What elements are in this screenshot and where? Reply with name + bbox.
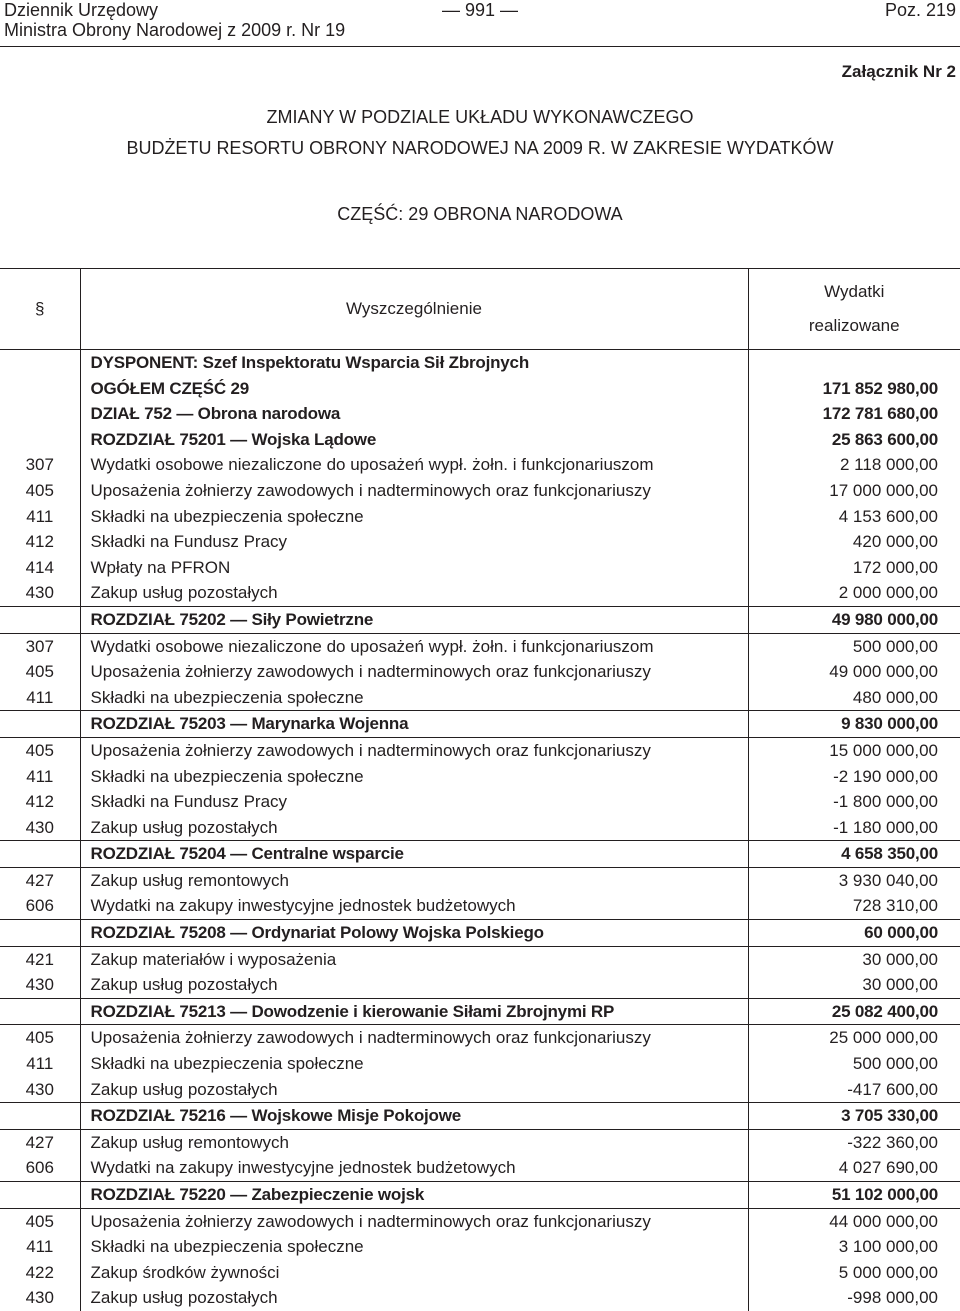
row-paragraph: 427: [0, 1129, 80, 1155]
row-amount: 30 000,00: [748, 972, 960, 998]
row-amount: 5 000 000,00: [748, 1260, 960, 1286]
table-section-row: [0, 606, 960, 633]
table-row: [0, 580, 960, 606]
table-section-row: [0, 920, 960, 947]
table-row: [0, 946, 960, 972]
page-header: [0, 0, 960, 46]
row-description: Wydatki osobowe niezaliczone do uposażeń wypł. żołn. i funkcjonariuszom: [80, 452, 748, 478]
row-description: Składki na Fundusz Pracy: [80, 789, 748, 815]
table-row: [0, 1234, 960, 1260]
row-paragraph: 430: [0, 972, 80, 998]
annex-label: Załącznik Nr 2: [842, 62, 956, 82]
row-description: ROZDZIAŁ 75220 — Zabezpieczenie wojsk: [80, 1182, 748, 1209]
row-paragraph: [0, 711, 80, 738]
row-amount: 30 000,00: [748, 946, 960, 972]
row-paragraph: 411: [0, 764, 80, 790]
row-description: ROZDZIAŁ 75208 — Ordynariat Polowy Wojska Polskiego: [80, 920, 748, 947]
row-description: Zakup usług pozostałych: [80, 1077, 748, 1103]
row-amount: -998 000,00: [748, 1285, 960, 1311]
table-row: [0, 555, 960, 581]
table-row: [0, 1208, 960, 1234]
row-amount: 60 000,00: [748, 920, 960, 947]
row-description: Zakup środków żywności: [80, 1260, 748, 1286]
row-paragraph: 405: [0, 737, 80, 763]
row-amount: 420 000,00: [748, 529, 960, 555]
expenses-header-line2: realizowane: [749, 309, 960, 343]
row-amount: [748, 350, 960, 376]
row-description: Składki na ubezpieczenia społeczne: [80, 504, 748, 530]
row-description: Zakup usług remontowych: [80, 1129, 748, 1155]
row-description: Składki na ubezpieczenia społeczne: [80, 764, 748, 790]
row-amount: -417 600,00: [748, 1077, 960, 1103]
row-paragraph: 411: [0, 1051, 80, 1077]
row-description: Wydatki na zakupy inwestycyjne jednostek budżetowych: [80, 1155, 748, 1181]
row-description: Uposażenia żołnierzy zawodowych i nadterminowych oraz funkcjonariuszy: [80, 1025, 748, 1051]
table-section-row: [0, 998, 960, 1025]
row-description: Zakup usług pozostałych: [80, 972, 748, 998]
row-amount: 25 863 600,00: [748, 427, 960, 453]
table-row: [0, 1260, 960, 1286]
row-amount: 25 000 000,00: [748, 1025, 960, 1051]
row-amount: 2 118 000,00: [748, 452, 960, 478]
row-paragraph: [0, 376, 80, 402]
table-row: [0, 815, 960, 841]
row-description: Wydatki na zakupy inwestycyjne jednostek budżetowych: [80, 893, 748, 919]
row-amount: 4 153 600,00: [748, 504, 960, 530]
row-amount: 172 000,00: [748, 555, 960, 581]
row-paragraph: 405: [0, 478, 80, 504]
row-amount: 728 310,00: [748, 893, 960, 919]
row-description: Uposażenia żołnierzy zawodowych i nadterminowych oraz funkcjonariuszy: [80, 737, 748, 763]
table-row: [0, 893, 960, 919]
table-section-row: [0, 841, 960, 868]
row-amount: 500 000,00: [748, 1051, 960, 1077]
row-paragraph: 405: [0, 659, 80, 685]
header-rule: [0, 46, 960, 47]
ministry-line: Ministra Obrony Narodowej z 2009 r. Nr 19: [4, 20, 345, 41]
row-description: Składki na ubezpieczenia społeczne: [80, 1051, 748, 1077]
row-description: Uposażenia żołnierzy zawodowych i nadterminowych oraz funkcjonariuszy: [80, 659, 748, 685]
row-description: ROZDZIAŁ 75203 — Marynarka Wojenna: [80, 711, 748, 738]
row-description: DYSPONENT: Szef Inspektoratu Wsparcia Sił Zbrojnych: [80, 350, 748, 376]
page-number: — 991 —: [0, 0, 960, 21]
row-amount: -1 800 000,00: [748, 789, 960, 815]
row-amount: 15 000 000,00: [748, 737, 960, 763]
row-description: ROZDZIAŁ 75201 — Wojska Lądowe: [80, 427, 748, 453]
row-description: Uposażenia żołnierzy zawodowych i nadterminowych oraz funkcjonariuszy: [80, 478, 748, 504]
table-row: [0, 659, 960, 685]
row-paragraph: 412: [0, 789, 80, 815]
table-row: [0, 867, 960, 893]
table-header-row: [0, 269, 960, 350]
part-title: CZĘŚĆ: 29 OBRONA NARODOWA: [0, 204, 960, 225]
row-amount: 172 781 680,00: [748, 401, 960, 427]
row-description: ROZDZIAŁ 75216 — Wojskowe Misje Pokojowe: [80, 1103, 748, 1130]
row-amount: 3 705 330,00: [748, 1103, 960, 1130]
expenses-column-header: [748, 269, 960, 350]
table-row: [0, 1077, 960, 1103]
row-paragraph: 422: [0, 1260, 80, 1286]
row-description: OGÓŁEM CZĘŚĆ 29: [80, 376, 748, 402]
title-line-1: ZMIANY W PODZIALE UKŁADU WYKONAWCZEGO: [0, 107, 960, 128]
table-section-row: [0, 350, 960, 376]
row-paragraph: [0, 841, 80, 868]
row-amount: -1 180 000,00: [748, 815, 960, 841]
table-row: [0, 1155, 960, 1181]
row-paragraph: 430: [0, 815, 80, 841]
paragraph-column-header: §: [0, 269, 80, 350]
row-paragraph: 405: [0, 1025, 80, 1051]
table-row: [0, 789, 960, 815]
row-amount: 171 852 980,00: [748, 376, 960, 402]
row-description: Zakup materiałów i wyposażenia: [80, 946, 748, 972]
row-paragraph: [0, 920, 80, 947]
row-paragraph: 405: [0, 1208, 80, 1234]
row-amount: 9 830 000,00: [748, 711, 960, 738]
row-paragraph: [0, 1182, 80, 1209]
table-section-row: [0, 1103, 960, 1130]
row-description: Uposażenia żołnierzy zawodowych i nadterminowych oraz funkcjonariuszy: [80, 1208, 748, 1234]
table-row: [0, 504, 960, 530]
row-paragraph: 411: [0, 685, 80, 711]
row-amount: 17 000 000,00: [748, 478, 960, 504]
row-amount: 49 980 000,00: [748, 606, 960, 633]
row-description: Wydatki osobowe niezaliczone do uposażeń wypł. żołn. i funkcjonariuszom: [80, 633, 748, 659]
table-section-row: [0, 376, 960, 402]
row-description: Zakup usług remontowych: [80, 867, 748, 893]
row-amount: 25 082 400,00: [748, 998, 960, 1025]
row-paragraph: 427: [0, 867, 80, 893]
row-paragraph: [0, 350, 80, 376]
table-row: [0, 972, 960, 998]
description-column-header: Wyszczególnienie: [80, 269, 748, 350]
row-amount: 480 000,00: [748, 685, 960, 711]
row-paragraph: 307: [0, 633, 80, 659]
row-paragraph: 414: [0, 555, 80, 581]
row-amount: 4 027 690,00: [748, 1155, 960, 1181]
row-paragraph: [0, 998, 80, 1025]
table-section-row: [0, 711, 960, 738]
row-paragraph: 307: [0, 452, 80, 478]
row-amount: 3 100 000,00: [748, 1234, 960, 1260]
row-paragraph: 430: [0, 1285, 80, 1311]
expenses-header-line1: Wydatki: [749, 275, 960, 309]
table-row: [0, 633, 960, 659]
row-paragraph: 411: [0, 504, 80, 530]
row-description: Zakup usług pozostałych: [80, 1285, 748, 1311]
position-number: Poz. 219: [885, 0, 956, 21]
row-description: DZIAŁ 752 — Obrona narodowa: [80, 401, 748, 427]
table-row: [0, 1129, 960, 1155]
table-section-row: [0, 1182, 960, 1209]
row-description: ROZDZIAŁ 75204 — Centralne wsparcie: [80, 841, 748, 868]
table-row: [0, 1051, 960, 1077]
row-description: Zakup usług pozostałych: [80, 815, 748, 841]
row-paragraph: 421: [0, 946, 80, 972]
row-paragraph: [0, 427, 80, 453]
row-amount: 4 658 350,00: [748, 841, 960, 868]
row-description: Składki na ubezpieczenia społeczne: [80, 1234, 748, 1260]
table-row: [0, 737, 960, 763]
journal-name: Dziennik Urzędowy: [4, 0, 158, 21]
row-paragraph: [0, 401, 80, 427]
row-description: Zakup usług pozostałych: [80, 580, 748, 606]
row-description: ROZDZIAŁ 75202 — Siły Powietrzne: [80, 606, 748, 633]
table-section-row: [0, 427, 960, 453]
row-amount: 3 930 040,00: [748, 867, 960, 893]
table-row: [0, 764, 960, 790]
row-amount: 500 000,00: [748, 633, 960, 659]
row-paragraph: 430: [0, 1077, 80, 1103]
row-amount: 2 000 000,00: [748, 580, 960, 606]
row-paragraph: 606: [0, 1155, 80, 1181]
row-paragraph: 606: [0, 893, 80, 919]
row-amount: 44 000 000,00: [748, 1208, 960, 1234]
row-description: Wpłaty na PFRON: [80, 555, 748, 581]
table-row: [0, 529, 960, 555]
table-row: [0, 478, 960, 504]
table-row: [0, 685, 960, 711]
row-amount: -2 190 000,00: [748, 764, 960, 790]
row-description: Składki na Fundusz Pracy: [80, 529, 748, 555]
row-paragraph: 430: [0, 580, 80, 606]
row-amount: 49 000 000,00: [748, 659, 960, 685]
table-row: [0, 1025, 960, 1051]
row-amount: 51 102 000,00: [748, 1182, 960, 1209]
table-section-row: [0, 401, 960, 427]
row-amount: -322 360,00: [748, 1129, 960, 1155]
budget-table: [0, 268, 960, 1311]
table-row: [0, 452, 960, 478]
row-paragraph: 412: [0, 529, 80, 555]
row-paragraph: [0, 606, 80, 633]
row-description: ROZDZIAŁ 75213 — Dowodzenie i kierowanie Siłami Zbrojnymi RP: [80, 998, 748, 1025]
row-paragraph: [0, 1103, 80, 1130]
row-description: Składki na ubezpieczenia społeczne: [80, 685, 748, 711]
row-paragraph: 411: [0, 1234, 80, 1260]
table-row: [0, 1285, 960, 1311]
title-line-2: BUDŻETU RESORTU OBRONY NARODOWEJ NA 2009 R. W ZAKRESIE WYDATKÓW: [0, 138, 960, 159]
